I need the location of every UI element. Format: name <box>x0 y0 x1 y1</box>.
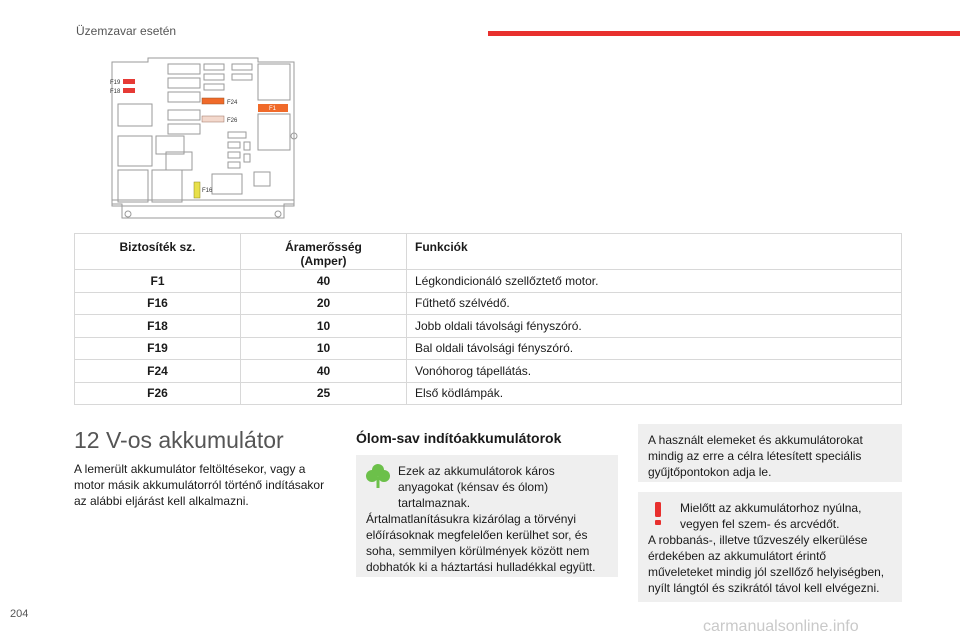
cell-fuse: F19 <box>75 337 241 360</box>
warning-text-2: A robbanás-, illetve tűzveszély elkerülése érdekében az akkumulátort érintő műveleteket mindig jól szellőző helyiségben, nyílt lángtól és szikrától távol kell elvégezni. <box>648 533 885 595</box>
table-row <box>75 270 902 293</box>
section-title: 12 V-os akkumulátor <box>74 427 284 453</box>
label-f18: F18 <box>110 89 121 95</box>
table-row <box>75 315 902 338</box>
label-f1: F1 <box>269 106 277 112</box>
header-fuse: Biztosíték sz. <box>75 234 241 270</box>
table-row <box>75 360 902 383</box>
eco-note <box>356 455 618 577</box>
table-row <box>75 382 902 405</box>
table-row <box>75 292 902 315</box>
table-row <box>75 337 902 360</box>
exclamation-icon <box>648 500 668 526</box>
label-f19: F19 <box>110 80 121 86</box>
cell-amp: 40 <box>241 270 407 293</box>
table-header-row <box>75 234 902 270</box>
cell-fuse: F18 <box>75 315 241 338</box>
cell-function: Vonóhorog tápellátás. <box>407 360 902 383</box>
section-intro: A lemerült akkumulátor feltöltésekor, vagy a motor másik akkumulátorról történő indításakor az alábbi eljárást kell alkalmazni. <box>74 462 325 508</box>
warning-note <box>638 492 902 602</box>
eco-note-text-1: Ezek az akkumulátorok káros anyagokat (kénsav és ólom) tartalmaznak. <box>398 464 555 510</box>
fuse-f26-highlight <box>202 116 224 122</box>
warning-text-1: Mielőtt az akkumulátorhoz nyúlna, vegyen fel szem- és arcvédőt. <box>680 501 862 531</box>
cell-function: Első ködlámpák. <box>407 382 902 405</box>
label-f26: F26 <box>227 118 238 124</box>
cell-amp: 25 <box>241 382 407 405</box>
cell-amp: 10 <box>241 315 407 338</box>
cell-function: Légkondicionáló szellőztető motor. <box>407 270 902 293</box>
header-amperage: Áramerősség (Amper) <box>241 234 407 270</box>
label-f24: F24 <box>227 100 238 106</box>
cell-fuse: F1 <box>75 270 241 293</box>
label-f16: F16 <box>202 188 213 194</box>
cell-function: Fűthető szélvédő. <box>407 292 902 315</box>
eco-note-text-2: Ártalmatlanításukra kizárólag a törvényi előírásoknak megfelelően kerülhet sor, és soha, semmilyen körülmények között nem dobhatók ki a háztartási hulladékkal együtt. <box>366 512 596 574</box>
header-title: Üzemzavar esetén <box>76 24 177 38</box>
cell-amp: 40 <box>241 360 407 383</box>
cell-function: Bal oldali távolsági fényszóró. <box>407 337 902 360</box>
recycle-note <box>638 424 902 482</box>
lead-acid-title: Ólom-sav indítóakkumulátorok <box>356 430 562 446</box>
fuse-f16-highlight <box>194 182 200 198</box>
cell-amp: 10 <box>241 337 407 360</box>
fuse-f18-highlight <box>123 88 135 93</box>
fuse-table <box>74 233 902 405</box>
cell-amp: 20 <box>241 292 407 315</box>
cell-fuse: F16 <box>75 292 241 315</box>
cell-fuse: F26 <box>75 382 241 405</box>
recycle-note-text: A használt elemeket és akkumulátorokat mindig az erre a célra létesített speciális gyűjtőpontokon adja le. <box>648 433 863 479</box>
watermark: carmanualsonline.info <box>703 618 859 635</box>
fuse-f24-highlight <box>202 98 224 104</box>
page-number: 204 <box>10 608 29 620</box>
cell-fuse: F24 <box>75 360 241 383</box>
fuse-f19-highlight <box>123 79 135 84</box>
header-function: Funkciók <box>407 234 902 270</box>
cell-function: Jobb oldali távolsági fényszóró. <box>407 315 902 338</box>
tree-icon <box>366 463 390 489</box>
fuse-box-diagram <box>108 54 298 222</box>
header-accent-bar <box>488 31 960 36</box>
